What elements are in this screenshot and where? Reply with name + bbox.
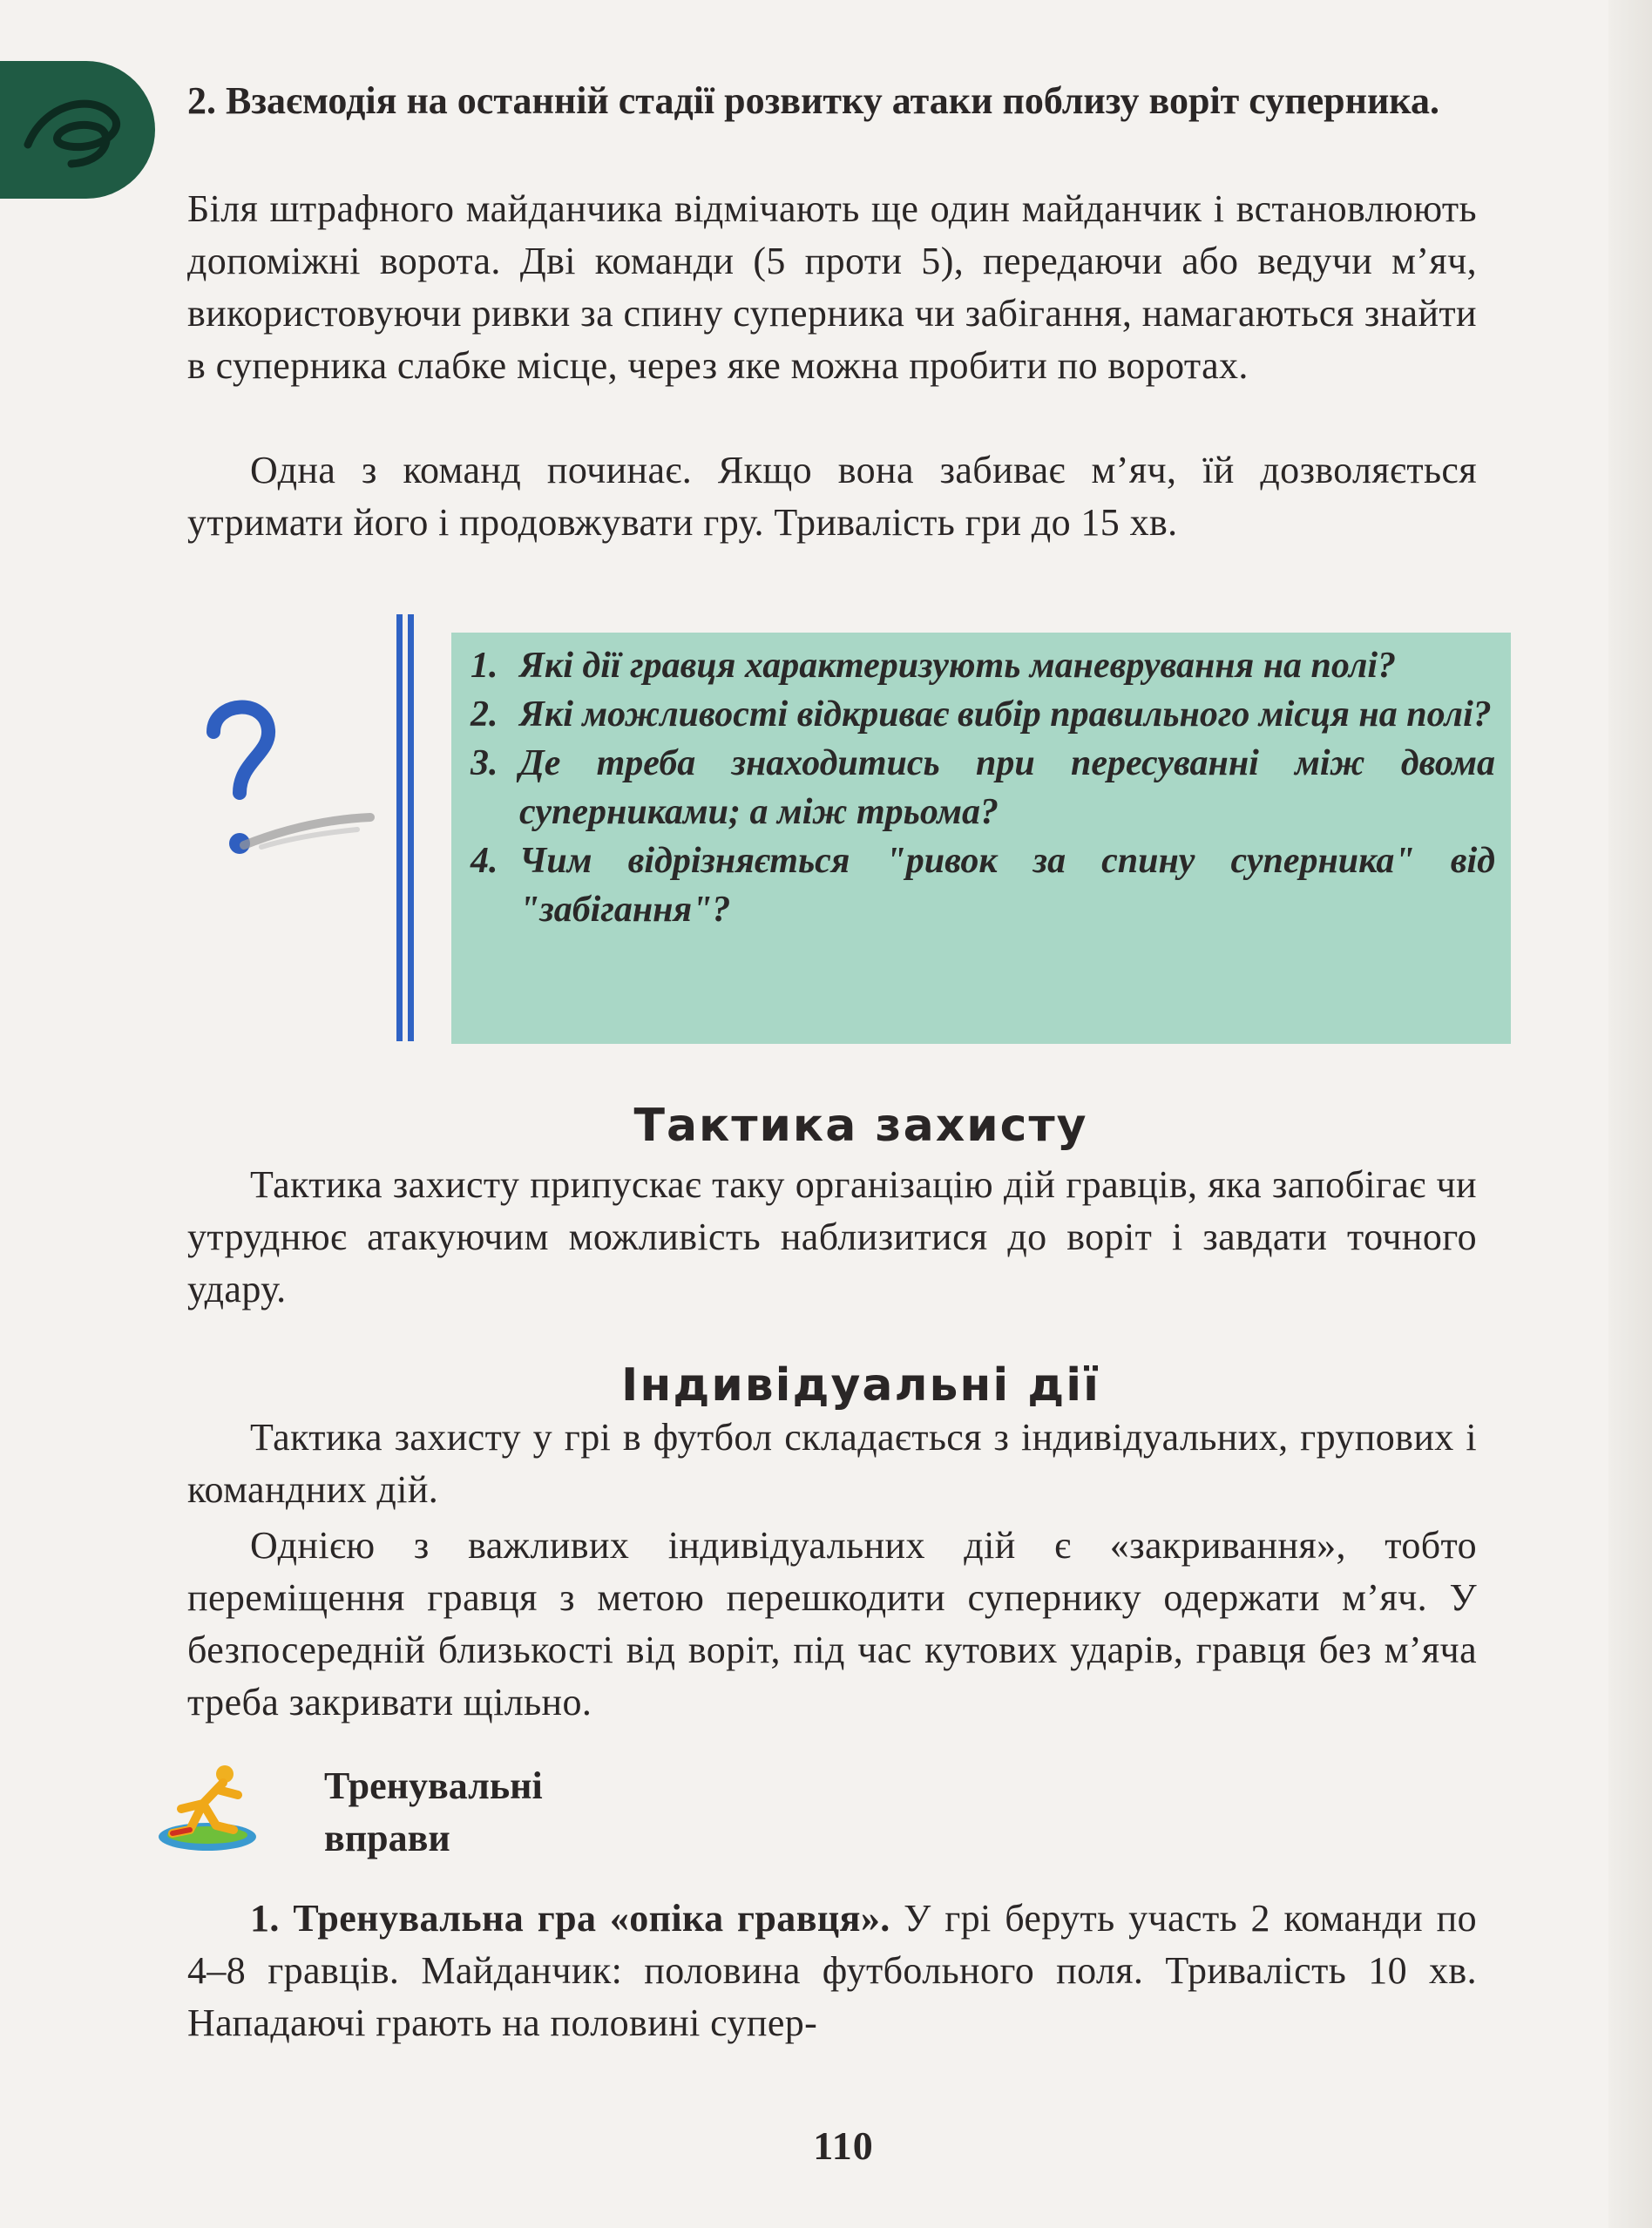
- question-item: 4. Чим відрізняється "ривок за спину суперника" від "забігання"?: [471, 841, 1495, 930]
- questions-box: [451, 633, 1511, 1044]
- heading-tactics: Тактика захисту: [633, 1100, 1088, 1152]
- paragraph-2: Одна з команд починає. Якщо вона забиває м’яч, їй дозволяється утримати його і продовжувати гру. Тривалість гри до 15 хв.: [187, 449, 1477, 544]
- question-box-bars: [396, 614, 414, 1041]
- exercise-text: У грі беруть участь 2 команди по 4–8 гравців. Майданчик: половина футбольного поля. Тривалість 10 хв. Нападаючі грають на половині супер-: [187, 1897, 1477, 2044]
- question-item: 2. Які можливості відкриває вибір правильного місця на полі?: [471, 694, 1492, 735]
- paragraph-4: Тактика захисту у грі в футбол складається з індивідуальних, групових і командних дій.: [187, 1416, 1477, 1511]
- section-tab-icon: [0, 61, 155, 199]
- heading-individual: Індивідуальні дії: [621, 1359, 1100, 1412]
- question-item: 3. Де треба знаходитись при пересуванні між двома суперниками; а між трьома?: [471, 743, 1495, 832]
- paragraph-1: Біля штрафного майданчика відмічають ще один майданчик і встановлюють допоміжні ворота. Дві команди (5 проти 5), передаючи або ведучи м’яч, використовуючи ривки за спину суперника чи забігання, намагаються знайти в суперника слабке місце, через яке можна пробити по воротах.: [187, 187, 1477, 387]
- page-number: 110: [813, 2123, 874, 2168]
- section-item-title: 2. Взаємодія на останній стадії розвитку атаки поблизу воріт суперника.: [187, 79, 1439, 122]
- runner-icon: [155, 1760, 260, 1856]
- question-mark-icon: [192, 697, 383, 871]
- paragraph-5: Однією з важливих індивідуальних дій є «закривання», тобто переміщення гравця з метою перешкодити супернику одержати м’яч. У безпосередній близькості від воріт, під час кутових ударів, гравця без м’яча треба закривати щільно.: [187, 1524, 1477, 1723]
- questions-list: [471, 641, 1495, 934]
- exercise-title: 1. Тренувальна гра «опіка гравця».: [250, 1897, 890, 1940]
- question-item: 1. Які дії гравця характеризують маневрування на полі?: [471, 646, 1397, 686]
- training-heading: Тренувальні вправи: [324, 1764, 543, 1859]
- paragraph-3: Тактика захисту припускає таку організацію дій гравців, яка запобігає чи утруднює атакуючим можливість наблизитися до воріт і завдати точного удару.: [187, 1163, 1477, 1310]
- exercise-paragraph: [187, 1893, 1477, 2049]
